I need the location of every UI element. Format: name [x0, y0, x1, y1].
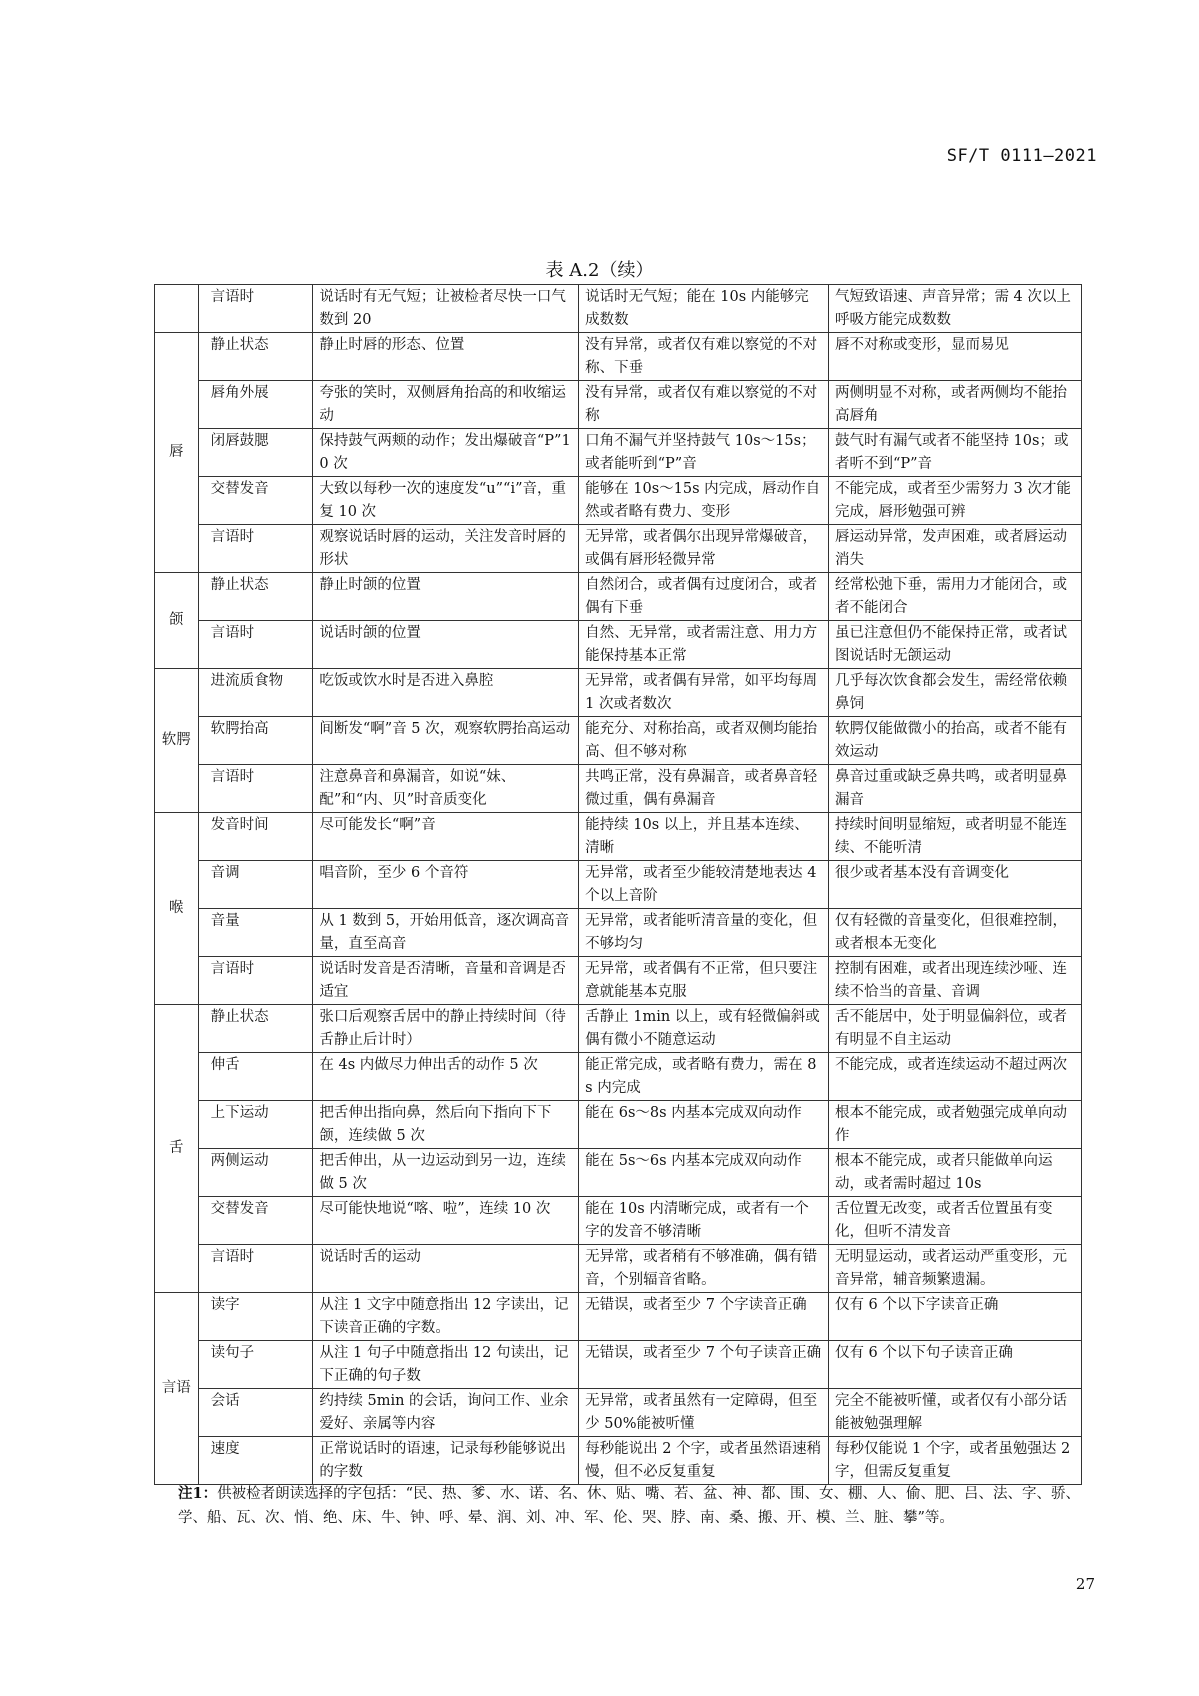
normal-cell: 无错误，或者至少 7 个句子读音正确 — [579, 1341, 829, 1389]
normal-cell: 没有异常，或者仅有难以察觉的不对称 — [579, 381, 829, 429]
item-cell: 交替发音 — [198, 477, 313, 525]
normal-cell: 无异常，或者偶有异常，如平均每周 1 次或者数次 — [579, 669, 829, 717]
table-row — [155, 1389, 1082, 1437]
item-cell: 音调 — [198, 861, 313, 909]
method-cell: 正常说话时的语速，记录每秒能够说出的字数 — [313, 1437, 579, 1485]
footnote — [178, 1482, 1082, 1530]
normal-cell: 无异常，或者至少能较清楚地表达 4 个以上音阶 — [579, 861, 829, 909]
normal-cell: 舌静止 1min 以上，或有轻微偏斜或偶有微小不随意运动 — [579, 1005, 829, 1053]
method-cell: 夸张的笑时，双侧唇角抬高的和收缩运动 — [313, 381, 579, 429]
normal-cell: 共鸣正常，没有鼻漏音，或者鼻音轻微过重，偶有鼻漏音 — [579, 765, 829, 813]
normal-cell: 能正常完成，或者略有费力，需在 8s 内完成 — [579, 1053, 829, 1101]
table-row — [155, 621, 1082, 669]
normal-cell: 能充分、对称抬高，或者双侧均能抬高、但不够对称 — [579, 717, 829, 765]
normal-cell: 每秒能说出 2 个字，或者虽然语速稍慢，但不必反复重复 — [579, 1437, 829, 1485]
method-cell: 从注 1 句子中随意指出 12 句读出，记下正确的句子数 — [313, 1341, 579, 1389]
table-row — [155, 1437, 1082, 1485]
page-number: 27 — [1075, 1575, 1095, 1593]
normal-cell: 无异常，或者偶尔出现异常爆破音，或偶有唇形轻微异常 — [579, 525, 829, 573]
abnormal-cell: 经常松弛下垂，需用力才能闭合，或者不能闭合 — [828, 573, 1081, 621]
table-row — [155, 861, 1082, 909]
abnormal-cell: 不能完成，或者至少需努力 3 次才能完成，唇形勉强可辨 — [828, 477, 1081, 525]
item-cell: 发音时间 — [198, 813, 313, 861]
item-cell: 会话 — [198, 1389, 313, 1437]
normal-cell: 能在 5s～6s 内基本完成双向动作 — [579, 1149, 829, 1197]
abnormal-cell: 控制有困难，或者出现连续沙哑、连续不恰当的音量、音调 — [828, 957, 1081, 1005]
normal-cell: 说话时无气短；能在 10s 内能够完成数数 — [579, 285, 829, 333]
table-row — [155, 813, 1082, 861]
item-cell: 静止状态 — [198, 333, 313, 381]
abnormal-cell: 鼓气时有漏气或者不能坚持 10s；或者听不到“P”音 — [828, 429, 1081, 477]
method-cell: 把舌伸出指向鼻，然后向下指向下下颌，连续做 5 次 — [313, 1101, 579, 1149]
method-cell: 从 1 数到 5，开始用低音，逐次调高音量，直至高音 — [313, 909, 579, 957]
normal-cell: 能持续 10s 以上，并且基本连续、清晰 — [579, 813, 829, 861]
item-cell: 两侧运动 — [198, 1149, 313, 1197]
method-cell: 说话时有无气短；让被检者尽快一口气数到 20 — [313, 285, 579, 333]
abnormal-cell: 舌位置无改变，或者舌位置虽有变化，但听不清发音 — [828, 1197, 1081, 1245]
footnote-label: 注1： — [178, 1485, 218, 1502]
table-row — [155, 525, 1082, 573]
doc-code: SF/T 0111—2021 — [946, 146, 1097, 166]
method-cell: 观察说话时唇的运动，关注发音时唇的形状 — [313, 525, 579, 573]
table-row — [155, 1005, 1082, 1053]
normal-cell: 无异常，或者偶有不正常，但只要注意就能基本克服 — [579, 957, 829, 1005]
method-cell: 从注 1 文字中随意指出 12 字读出，记下读音正确的字数。 — [313, 1293, 579, 1341]
method-cell: 间断发“啊”音 5 次，观察软腭抬高运动 — [313, 717, 579, 765]
item-cell: 音量 — [198, 909, 313, 957]
table-row — [155, 1053, 1082, 1101]
method-cell: 注意鼻音和鼻漏音，如说“妹、配”和“内、贝”时音质变化 — [313, 765, 579, 813]
method-cell: 张口后观察舌居中的静止持续时间（待舌静止后计时） — [313, 1005, 579, 1053]
table-row — [155, 1293, 1082, 1341]
method-cell: 尽可能发长“啊”音 — [313, 813, 579, 861]
group-cell: 唇 — [155, 333, 199, 573]
table-row — [155, 285, 1082, 333]
group-cell: 舌 — [155, 1005, 199, 1293]
normal-cell: 无异常，或者稍有不够准确，偶有错音，个别辐音省略。 — [579, 1245, 829, 1293]
abnormal-cell: 仅有轻微的音量变化，但很难控制，或者根本无变化 — [828, 909, 1081, 957]
group-cell: 喉 — [155, 813, 199, 1005]
item-cell: 交替发音 — [198, 1197, 313, 1245]
table-row — [155, 381, 1082, 429]
method-cell: 说话时发音是否清晰，音量和音调是否适宜 — [313, 957, 579, 1005]
method-cell: 保持鼓气两颊的动作；发出爆破音“P”10 次 — [313, 429, 579, 477]
item-cell: 唇角外展 — [198, 381, 313, 429]
normal-cell: 能在 10s 内清晰完成，或者有一个字的发音不够清晰 — [579, 1197, 829, 1245]
normal-cell: 自然、无异常，或者需注意、用力方能保持基本正常 — [579, 621, 829, 669]
abnormal-cell: 唇运动异常，发声困难，或者唇运动消失 — [828, 525, 1081, 573]
abnormal-cell: 两侧明显不对称，或者两侧均不能抬高唇角 — [828, 381, 1081, 429]
table-row — [155, 1197, 1082, 1245]
method-cell: 唱音阶，至少 6 个音符 — [313, 861, 579, 909]
table-title: 表 A.2（续） — [545, 260, 654, 281]
table-row — [155, 1245, 1082, 1293]
abnormal-cell: 仅有 6 个以下句子读音正确 — [828, 1341, 1081, 1389]
normal-cell: 能在 6s～8s 内基本完成双向动作 — [579, 1101, 829, 1149]
assessment-table — [154, 284, 1082, 1485]
abnormal-cell: 气短致语速、声音异常；需 4 次以上呼吸方能完成数数 — [828, 285, 1081, 333]
abnormal-cell: 虽已注意但仍不能保持正常，或者试图说话时无颌运动 — [828, 621, 1081, 669]
method-cell: 静止时唇的形态、位置 — [313, 333, 579, 381]
abnormal-cell: 持续时间明显缩短，或者明显不能连续、不能听清 — [828, 813, 1081, 861]
item-cell: 言语时 — [198, 1245, 313, 1293]
abnormal-cell: 软腭仅能做微小的抬高，或者不能有效运动 — [828, 717, 1081, 765]
abnormal-cell: 每秒仅能说 1 个字，或者虽勉强达 2 字，但需反复重复 — [828, 1437, 1081, 1485]
item-cell: 速度 — [198, 1437, 313, 1485]
item-cell: 进流质食物 — [198, 669, 313, 717]
table-row — [155, 429, 1082, 477]
method-cell: 说话时颌的位置 — [313, 621, 579, 669]
group-cell: 言语 — [155, 1293, 199, 1485]
method-cell: 约持续 5min 的会话，询问工作、业余爱好、亲属等内容 — [313, 1389, 579, 1437]
table-row — [155, 1101, 1082, 1149]
method-cell: 说话时舌的运动 — [313, 1245, 579, 1293]
group-cell: 软腭 — [155, 669, 199, 813]
table-row — [155, 669, 1082, 717]
item-cell: 闭唇鼓腮 — [198, 429, 313, 477]
item-cell: 静止状态 — [198, 1005, 313, 1053]
method-cell: 静止时颌的位置 — [313, 573, 579, 621]
table-row — [155, 957, 1082, 1005]
abnormal-cell: 鼻音过重或缺乏鼻共鸣，或者明显鼻漏音 — [828, 765, 1081, 813]
method-cell: 吃饭或饮水时是否进入鼻腔 — [313, 669, 579, 717]
table-body — [155, 285, 1082, 1485]
group-cell — [155, 285, 199, 333]
abnormal-cell: 唇不对称或变形，显而易见 — [828, 333, 1081, 381]
item-cell: 言语时 — [198, 525, 313, 573]
table-row — [155, 333, 1082, 381]
table-row — [155, 573, 1082, 621]
abnormal-cell: 舌不能居中，处于明显偏斜位，或者有明显不自主运动 — [828, 1005, 1081, 1053]
item-cell: 读字 — [198, 1293, 313, 1341]
abnormal-cell: 根本不能完成，或者只能做单向运动，或者需时超过 10s — [828, 1149, 1081, 1197]
normal-cell: 无错误，或者至少 7 个字读音正确 — [579, 1293, 829, 1341]
abnormal-cell: 根本不能完成，或者勉强完成单向动作 — [828, 1101, 1081, 1149]
normal-cell: 自然闭合，或者偶有过度闭合，或者偶有下垂 — [579, 573, 829, 621]
abnormal-cell: 无明显运动，或者运动严重变形，元音异常，辅音频繁遗漏。 — [828, 1245, 1081, 1293]
item-cell: 上下运动 — [198, 1101, 313, 1149]
table-row — [155, 717, 1082, 765]
item-cell: 言语时 — [198, 957, 313, 1005]
method-cell: 尽可能快地说“喀、啦”，连续 10 次 — [313, 1197, 579, 1245]
abnormal-cell: 仅有 6 个以下字读音正确 — [828, 1293, 1081, 1341]
footnote-text: 供被检者朗读选择的字包括：“民、热、爹、水、诺、名、休、贴、嘴、若、盆、神、都、围、女、棚、人、偷、肥、吕、法、字、骄、学、船、瓦、次、悄、绝、床、牛、钟、呼、晕、润、刘、冲、军、伦、哭、脖、南、桑、搬、开、模、兰、脏、攀”等。 — [178, 1486, 1081, 1526]
table-row — [155, 1149, 1082, 1197]
normal-cell: 口角不漏气并坚持鼓气 10s～15s；或者能听到“P”音 — [579, 429, 829, 477]
table-row — [155, 1341, 1082, 1389]
item-cell: 读句子 — [198, 1341, 313, 1389]
group-cell: 颌 — [155, 573, 199, 669]
item-cell: 伸舌 — [198, 1053, 313, 1101]
item-cell: 静止状态 — [198, 573, 313, 621]
item-cell: 软腭抬高 — [198, 717, 313, 765]
table-row — [155, 477, 1082, 525]
normal-cell: 没有异常，或者仅有难以察觉的不对称、下垂 — [579, 333, 829, 381]
normal-cell: 无异常，或者虽然有一定障碍，但至少 50%能被听懂 — [579, 1389, 829, 1437]
abnormal-cell: 很少或者基本没有音调变化 — [828, 861, 1081, 909]
normal-cell: 无异常，或者能听清音量的变化，但不够均匀 — [579, 909, 829, 957]
table-row — [155, 909, 1082, 957]
method-cell: 在 4s 内做尽力伸出舌的动作 5 次 — [313, 1053, 579, 1101]
abnormal-cell: 几乎每次饮食都会发生，需经常依赖鼻饲 — [828, 669, 1081, 717]
method-cell: 把舌伸出，从一边运动到另一边，连续做 5 次 — [313, 1149, 579, 1197]
table-row — [155, 765, 1082, 813]
item-cell: 言语时 — [198, 621, 313, 669]
normal-cell: 能够在 10s～15s 内完成，唇动作自然或者略有费力、变形 — [579, 477, 829, 525]
abnormal-cell: 完全不能被听懂，或者仅有小部分话能被勉强理解 — [828, 1389, 1081, 1437]
item-cell: 言语时 — [198, 765, 313, 813]
method-cell: 大致以每秒一次的速度发“u”“i”音，重复 10 次 — [313, 477, 579, 525]
abnormal-cell: 不能完成，或者连续运动不超过两次 — [828, 1053, 1081, 1101]
item-cell: 言语时 — [198, 285, 313, 333]
